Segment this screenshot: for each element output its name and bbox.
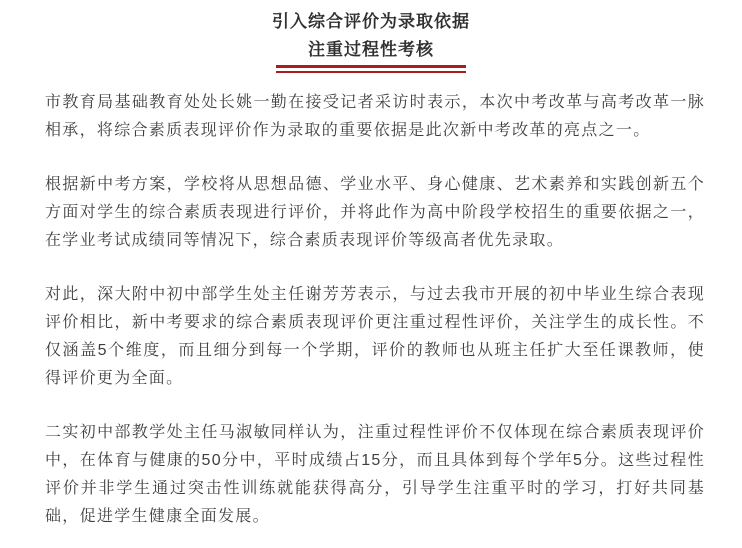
article-body <box>0 89 742 531</box>
title-underline-thick-bar <box>276 65 466 68</box>
article-title-line1: 引入综合评价为录取依据 <box>272 12 470 31</box>
paragraph-4: 二实初中部教学处主任马淑敏同样认为，注重过程性评价不仅体现在综合素质表现评价中，在体育与健康的50分中，平时成绩占15分，而且具体到每个学年5分。这些过程性评价并非学生通过突击性训练就能获得高分，引导学生注重平时的学习，打好共同基础，促进学生健康全面发展。 <box>45 424 705 525</box>
article-header <box>0 8 742 73</box>
title-underline-thin-bar <box>276 71 466 73</box>
article-title-line2: 注重过程性考核 <box>308 40 434 59</box>
title-underline <box>276 65 466 73</box>
article-title <box>0 8 742 64</box>
paragraph-1: 市教育局基础教育处处长姚一勤在接受记者采访时表示，本次中考改革与高考改革一脉相承，将综合素质表现评价作为录取的重要依据是此次新中考改革的亮点之一。 <box>45 94 705 139</box>
paragraph-3: 对此，深大附中初中部学生处主任谢芳芳表示，与过去我市开展的初中毕业生综合表现评价相比，新中考要求的综合素质表现评价更注重过程性评价，关注学生的成长性。不仅涵盖5个维度，而且细分到每一个学期，评价的教师也从班主任扩大至任课教师，使得评价更为全面。 <box>45 286 705 387</box>
paragraph-2: 根据新中考方案，学校将从思想品德、学业水平、身心健康、艺术素养和实践创新五个方面对学生的综合素质表现进行评价，并将此作为高中阶段学校招生的重要依据之一，在学业考试成绩同等情况下，综合素质表现评价等级高者优先录取。 <box>45 176 705 249</box>
